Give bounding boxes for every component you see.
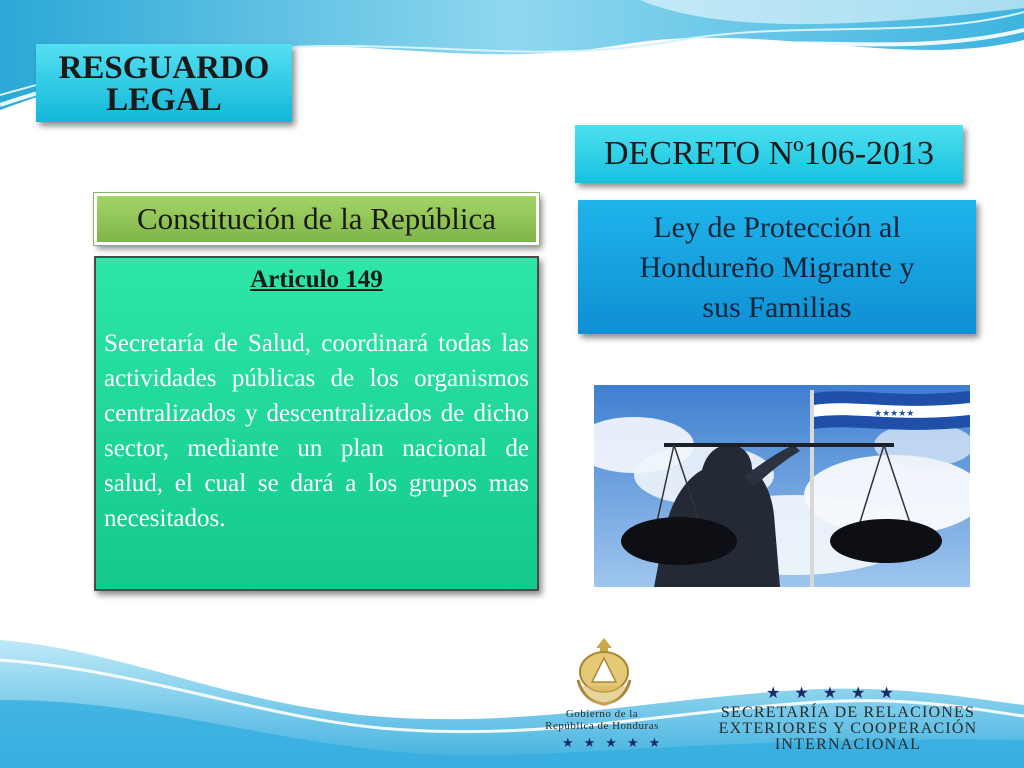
ley-line3: sus Familias — [702, 291, 852, 324]
gov-honduras-label — [518, 708, 686, 732]
constitucion-label: Constitución de la República — [94, 193, 539, 245]
slide-title-line1: RESGUARDO — [58, 50, 270, 86]
gov-label-line2: República de Honduras — [545, 720, 659, 732]
gov-stars-icon: ★★★★★ — [562, 735, 671, 750]
sre-line2: EXTERIORES Y COOPERACIÓN — [718, 720, 978, 737]
slide-title-line2: LEGAL — [106, 82, 222, 118]
sre-stars-icon: ★★★★★ — [766, 685, 908, 702]
article-body: Secretaría de Salud, coordinará todas las actividades públicas de los organismos centralizados y descentralizados de dicho sector, mediante un plan nacional de salud, el cual se dará a los grupos mas necesitados. — [104, 330, 529, 532]
slide-title — [36, 44, 292, 122]
gov-label-line1: Gobierno de la — [565, 708, 639, 720]
ley-box — [578, 200, 976, 334]
justice-statue-flag-photo — [594, 385, 970, 587]
ley-line1: Ley de Protección al — [653, 211, 901, 244]
ley-line2: Hondureño Migrante y — [639, 251, 915, 284]
sre-logo-text — [700, 705, 996, 753]
decreto-label: DECRETO Nº106-2013 — [575, 125, 963, 183]
sre-line1: SECRETARÍA DE RELACIONES — [720, 704, 976, 721]
article-title: Articulo 149 — [250, 266, 383, 293]
svg-text:★★★★★: ★★★★★ — [874, 409, 915, 419]
article-box — [94, 256, 539, 591]
sre-line3: INTERNACIONAL — [774, 736, 922, 753]
